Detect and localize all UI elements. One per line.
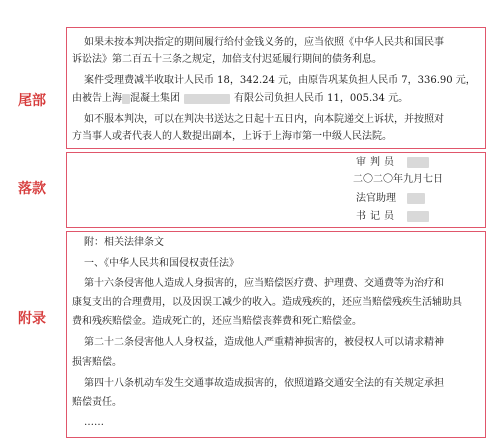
redacted-block <box>184 94 230 104</box>
judge-row <box>356 156 429 169</box>
law-title: 一、《中华人民共和国侵权责任法》 <box>84 258 239 269</box>
tail-para1-line2: 诉讼法》第二百五十三条之规定，加倍支付迟延履行期间的债务利息。 <box>72 54 382 65</box>
assistant-row <box>356 192 425 205</box>
defendant-suffix: 有限公司负担人民币 11，005.34 元。 <box>234 93 409 104</box>
judgment-date: 二〇二〇年九月七日 <box>353 174 443 185</box>
appendix-heading: 附：相关法律条文 <box>84 237 164 248</box>
article22-line2: 损害赔偿。 <box>72 357 122 368</box>
article16-line1: 第十六条侵害他人造成人身损害的，应当赔偿医疗费、护理费、交通费等为治疗和 <box>84 278 444 289</box>
defendant-name-part: 混凝土集团 <box>130 93 180 104</box>
assistant-label: 法官助理 <box>356 193 396 204</box>
tail-para3-line2: 方当事人或者代表人的人数提出副本，上诉于上海市第一中级人民法院。 <box>72 131 392 142</box>
redacted-block <box>122 94 130 104</box>
tail-para1-line1: 如果未按本判决指定的期间履行给付金钱义务的，应当依照《中华人民共和国民事 <box>84 37 444 48</box>
tail-para2-line1: 案件受理费减半收取计人民币 18，342.24 元，由原告巩某负担人民币 7，336.90 元， <box>84 75 476 86</box>
label-appendix: 附录 <box>18 311 46 327</box>
article16-line3: 费和残疾赔偿金。造成死亡的，还应当赔偿丧葬费和死亡赔偿金。 <box>72 316 362 327</box>
redacted-block <box>407 211 429 222</box>
redacted-block <box>407 193 425 204</box>
label-signature: 落款 <box>18 181 46 197</box>
article22-line1: 第二十二条侵害他人人身权益，造成他人严重精神损害的，被侵权人可以请求精神 <box>84 337 444 348</box>
clerk-label: 书记员 <box>356 211 398 222</box>
article48-line1: 第四十八条机动车发生交通事故造成损害的，依照道路交通安全法的有关规定承担 <box>84 378 444 389</box>
ellipsis: …… <box>84 417 104 428</box>
redacted-block <box>407 157 429 168</box>
clerk-row <box>356 210 429 223</box>
judge-label: 审判员 <box>356 157 398 168</box>
article48-line2: 赔偿责任。 <box>72 397 122 408</box>
label-tail: 尾部 <box>18 93 46 109</box>
article16-line2: 康复支出的合理费用，以及因误工减少的收入。造成残疾的，还应当赔偿残疾生活辅助具 <box>72 297 462 308</box>
defendant-prefix: 由被告上海 <box>72 93 122 104</box>
tail-para3-line1: 如不服本判决，可以在判决书送达之日起十五日内，向本院递交上诉状，并按照对 <box>84 114 444 125</box>
tail-para2-line2 <box>72 92 408 105</box>
